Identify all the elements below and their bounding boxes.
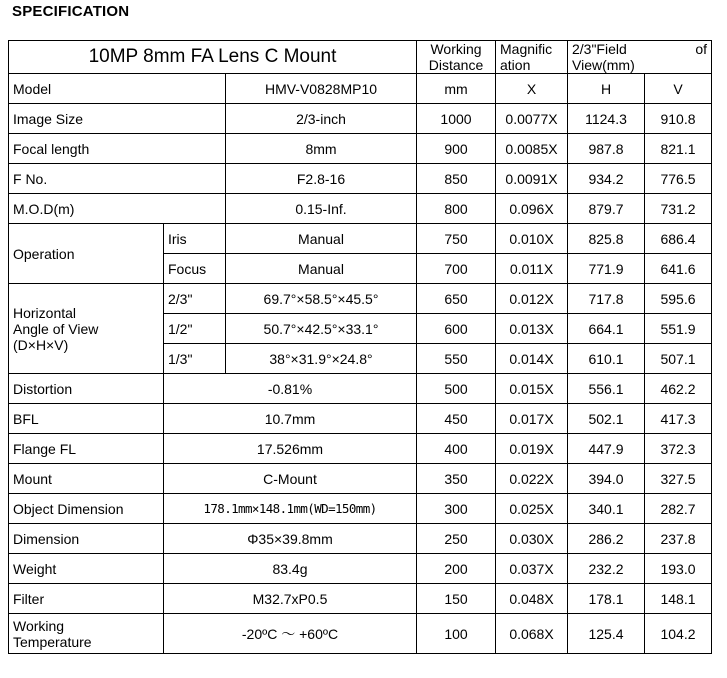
table-row: Focus Manual 700 0.011X 771.9 641.6: [9, 254, 712, 284]
row-label: Flange FL: [9, 434, 164, 464]
sub-label: 1/3": [164, 344, 226, 374]
row-label: Operation: [9, 224, 164, 284]
col-working-distance: Working Distance: [417, 41, 496, 74]
table-row: [9, 74, 712, 104]
row-value: -20ºC ～ +60ºC: [164, 614, 417, 654]
spec-table: [8, 40, 712, 654]
row-value: M32.7xP0.5: [164, 584, 417, 614]
row-value: Manual: [226, 224, 417, 254]
row-label: Distortion: [9, 374, 164, 404]
header-row: [9, 41, 712, 74]
sub-label: 1/2": [164, 314, 226, 344]
row-value: 0.15-Inf.: [226, 194, 417, 224]
table-row: BFL 10.7mm 450 0.017X 502.1 417.3: [9, 404, 712, 434]
table-row: Horizontal Angle of View (D×H×V) 2/3" 69.7°×58.5°×45.5° 650 0.012X 717.8 595.6: [9, 284, 712, 314]
row-label: Working Temperature: [9, 614, 164, 654]
row-value: -0.81%: [164, 374, 417, 404]
page-heading: SPECIFICATION: [12, 3, 130, 20]
row-value: C-Mount: [164, 464, 417, 494]
sub-label: Iris: [164, 224, 226, 254]
row-label: Horizontal Angle of View (D×H×V): [9, 284, 164, 374]
row-value: 69.7°×58.5°×45.5°: [226, 284, 417, 314]
table-row: Filter M32.7xP0.5 150 0.048X 178.1 148.1: [9, 584, 712, 614]
row-label: M.O.D(m): [9, 194, 226, 224]
model-value: HMV-V0828MP10: [226, 74, 417, 104]
table-row: Distortion -0.81% 500 0.015X 556.1 462.2: [9, 374, 712, 404]
row-value: 17.526mm: [164, 434, 417, 464]
table-row: Operation Iris Manual 750 0.010X 825.8 686.4: [9, 224, 712, 254]
row-value: F2.8-16: [226, 164, 417, 194]
unit-v: V: [645, 74, 712, 104]
row-label: Image Size: [9, 104, 226, 134]
table-row: Mount C-Mount 350 0.022X 394.0 327.5: [9, 464, 712, 494]
sub-label: 2/3": [164, 284, 226, 314]
table-title: 10MP 8mm FA Lens C Mount: [9, 41, 417, 74]
row-value: Manual: [226, 254, 417, 284]
row-value: Φ35×39.8mm: [164, 524, 417, 554]
table-row: F No. F2.8-16 850 0.0091X 934.2 776.5: [9, 164, 712, 194]
unit-h: H: [568, 74, 645, 104]
unit-mag: X: [496, 74, 568, 104]
sub-label: Focus: [164, 254, 226, 284]
table-row: 1/2" 50.7°×42.5°×33.1° 600 0.013X 664.1 551.9: [9, 314, 712, 344]
table-row: Image Size 2/3-inch 1000 0.0077X 1124.3 910.8: [9, 104, 712, 134]
table-row: Dimension Φ35×39.8mm 250 0.030X 286.2 237.8: [9, 524, 712, 554]
row-label: Dimension: [9, 524, 164, 554]
row-label: F No.: [9, 164, 226, 194]
row-label: Filter: [9, 584, 164, 614]
row-label: Object Dimension: [9, 494, 164, 524]
table-row: 1/3" 38°×31.9°×24.8° 550 0.014X 610.1 507.1: [9, 344, 712, 374]
row-label: Mount: [9, 464, 164, 494]
row-label: Model: [9, 74, 226, 104]
col-magnification: Magnific ation: [496, 41, 568, 74]
table-row: Focal length 8mm 900 0.0085X 987.8 821.1: [9, 134, 712, 164]
table-row: M.O.D(m) 0.15-Inf. 800 0.096X 879.7 731.2: [9, 194, 712, 224]
table-row: Object Dimension 178.1mm×148.1mm(WD=150mm) 300 0.025X 340.1 282.7: [9, 494, 712, 524]
row-value: 2/3-inch: [226, 104, 417, 134]
table-row: Flange FL 17.526mm 400 0.019X 447.9 372.3: [9, 434, 712, 464]
unit-wd: mm: [417, 74, 496, 104]
row-label: Weight: [9, 554, 164, 584]
row-value: 178.1mm×148.1mm(WD=150mm): [164, 494, 417, 524]
col-field-of-view: 2/3"Field of View(mm): [568, 41, 712, 74]
row-label: BFL: [9, 404, 164, 434]
row-value: 38°×31.9°×24.8°: [226, 344, 417, 374]
table-row: Weight 83.4g 200 0.037X 232.2 193.0: [9, 554, 712, 584]
table-row: Working Temperature -20ºC ～ +60ºC 100 0.068X 125.4 104.2: [9, 614, 712, 654]
row-value: 10.7mm: [164, 404, 417, 434]
row-value: 83.4g: [164, 554, 417, 584]
row-value: 8mm: [226, 134, 417, 164]
row-value: 50.7°×42.5°×33.1°: [226, 314, 417, 344]
row-label: Focal length: [9, 134, 226, 164]
